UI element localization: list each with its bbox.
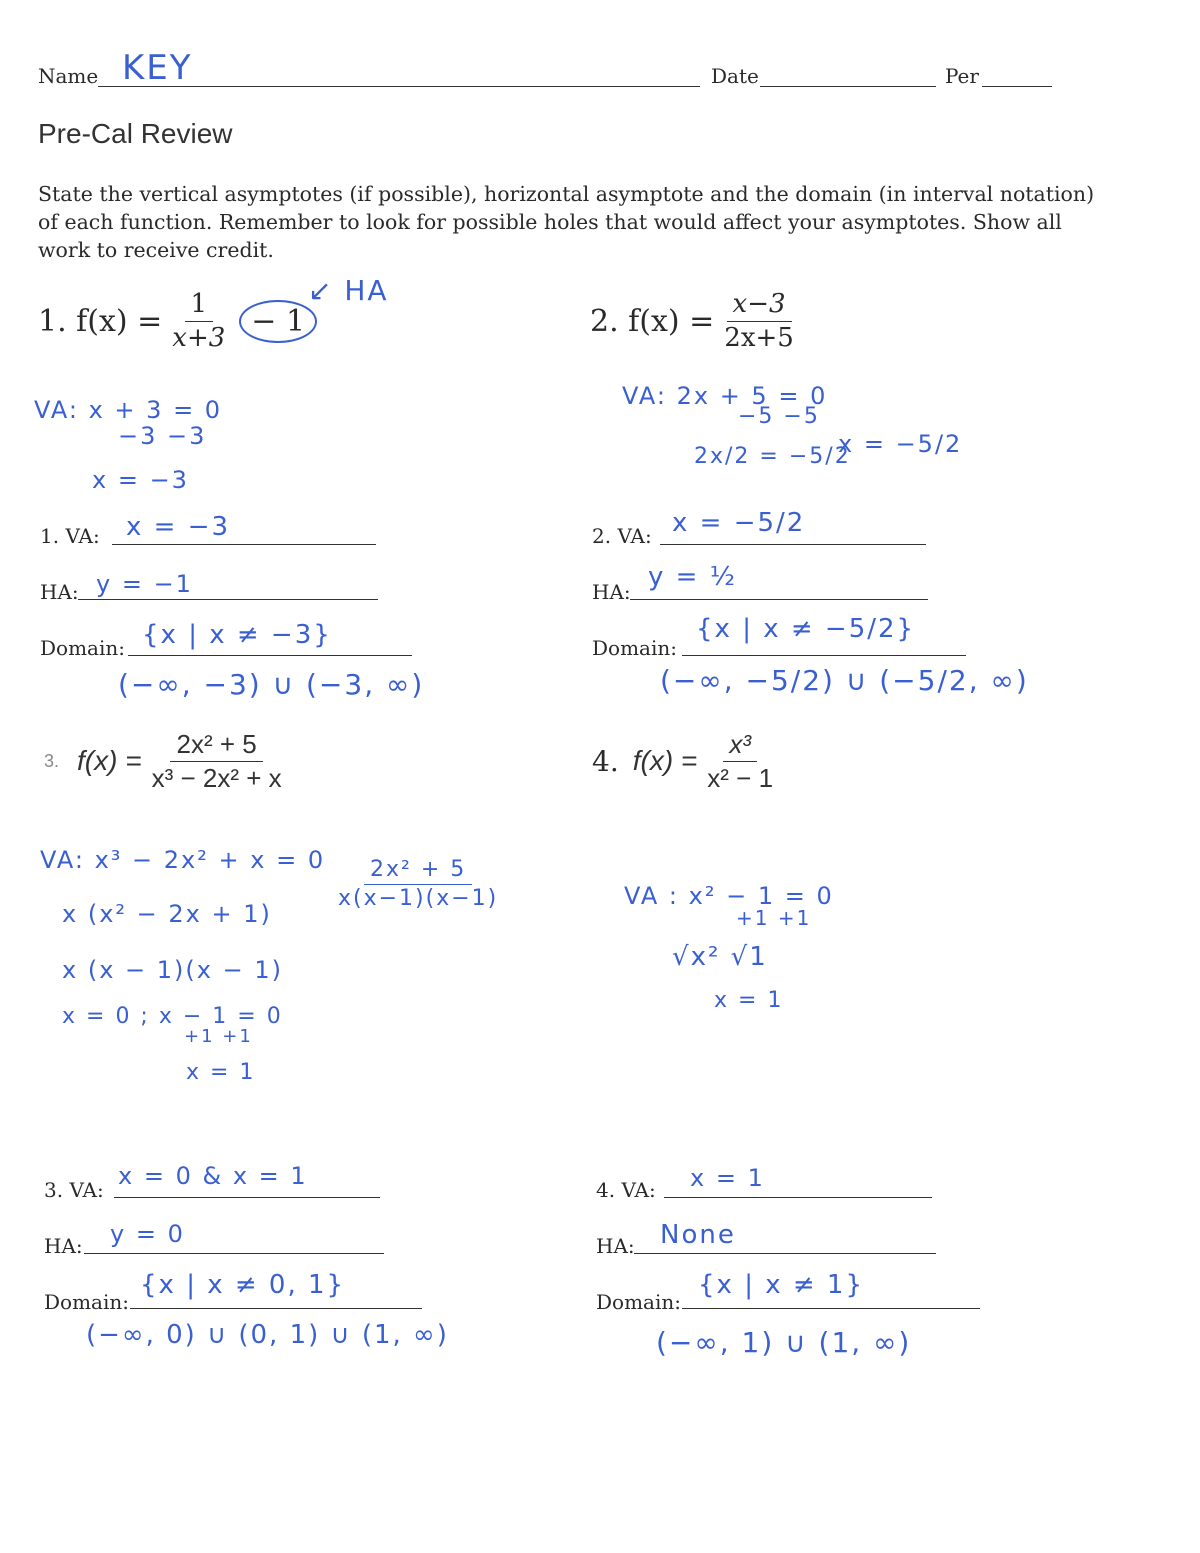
problem-4-lhs: f(x) = bbox=[632, 745, 698, 777]
problem-1-denominator: x+3 bbox=[172, 322, 226, 353]
problem-3-work-5: +1 +1 bbox=[184, 1026, 253, 1047]
problem-1-domain-label: Domain: bbox=[40, 636, 125, 660]
problem-4-ha-line bbox=[634, 1253, 936, 1254]
problem-3-factored bbox=[332, 858, 504, 911]
problem-1-ha-answer: y = −1 bbox=[96, 570, 193, 598]
problem-1-va-line bbox=[112, 544, 376, 545]
problem-2-domain-line bbox=[682, 655, 966, 656]
problem-3-numerator: 2x² + 5 bbox=[170, 730, 262, 762]
problem-3-domain-set: {x | x ≠ 0, 1} bbox=[140, 1270, 346, 1300]
problem-3-work-6: x = 1 bbox=[186, 1060, 256, 1085]
problem-1-work-2: −3 −3 bbox=[118, 422, 207, 450]
problem-1-ha-line bbox=[78, 599, 378, 600]
name-value: KEY bbox=[122, 48, 193, 88]
problem-3-factored-den: x(x−1)(x−1) bbox=[338, 886, 499, 912]
problem-3-function bbox=[44, 730, 292, 792]
problem-1-work-3: x = −3 bbox=[92, 466, 189, 494]
problem-2-function bbox=[590, 290, 804, 352]
problem-1-function bbox=[38, 290, 317, 352]
problem-3-denominator: x³ − 2x² + x bbox=[151, 762, 282, 793]
problem-4-va-label: 4. VA: bbox=[596, 1178, 656, 1202]
problem-4-va-line bbox=[664, 1197, 932, 1198]
problem-4-va-answer: x = 1 bbox=[690, 1164, 765, 1192]
problem-4-number: 4. bbox=[592, 744, 619, 778]
problem-2-ha-answer: y = ½ bbox=[648, 562, 737, 592]
problem-2-denominator: 2x+5 bbox=[724, 322, 794, 353]
problem-4-ha-label: HA: bbox=[596, 1234, 635, 1258]
problem-4-domain-interval: (−∞, 1) ∪ (1, ∞) bbox=[656, 1326, 912, 1359]
problem-2-domain-interval: (−∞, −5/2) ∪ (−5/2, ∞) bbox=[660, 664, 1029, 697]
problem-4-denominator: x² − 1 bbox=[707, 762, 774, 793]
problem-3-domain-line bbox=[130, 1308, 422, 1309]
problem-3-work-3: x (x − 1)(x − 1) bbox=[62, 956, 283, 984]
problem-4-function bbox=[592, 730, 783, 792]
problem-3-number: 3. bbox=[44, 750, 60, 771]
problem-3-ha-label: HA: bbox=[44, 1234, 83, 1258]
problem-3-va-line bbox=[114, 1197, 380, 1198]
problem-2-work-1: VA: 2x + 5 = 0 bbox=[622, 382, 828, 410]
problem-4-work-4: x = 1 bbox=[714, 988, 784, 1013]
problem-4-domain-label: Domain: bbox=[596, 1290, 681, 1314]
problem-1-ha-label: HA: bbox=[40, 580, 79, 604]
problem-1-va-answer: x = −3 bbox=[126, 512, 231, 542]
instructions: State the vertical asymptotes (if possible), horizontal asymptote and the domain (in interval notation) of each function. Remember to look for possible holes that would affect your asymptotes. Show all work to receive credit. bbox=[38, 182, 1095, 262]
problem-2-va-label: 2. VA: bbox=[592, 524, 652, 548]
problem-2-va-answer: x = −5/2 bbox=[672, 508, 806, 538]
problem-2-ha-label: HA: bbox=[592, 580, 631, 604]
per-line bbox=[982, 86, 1052, 87]
problem-1-va-label: 1. VA: bbox=[40, 524, 100, 548]
problem-3-va-answer: x = 0 & x = 1 bbox=[118, 1162, 308, 1190]
problem-3-va-label: 3. VA: bbox=[44, 1178, 104, 1202]
problem-4-work-1: VA : x² − 1 = 0 bbox=[624, 882, 834, 910]
problem-3-ha-line bbox=[84, 1253, 384, 1254]
problem-2-numerator: x−3 bbox=[727, 290, 792, 322]
problem-2-work-3: 2x/2 = −5/2 bbox=[694, 444, 851, 469]
problem-1-domain-set: {x | x ≠ −3} bbox=[142, 620, 332, 650]
per-label: Per bbox=[945, 64, 979, 88]
problem-1-work-1: VA: x + 3 = 0 bbox=[34, 396, 223, 424]
problem-4-work-2: +1 +1 bbox=[736, 906, 812, 930]
problem-4-ha-answer: None bbox=[660, 1220, 736, 1250]
name-label: Name bbox=[38, 64, 99, 88]
problem-4-numerator: x³ bbox=[723, 730, 757, 762]
problem-1-lhs: f(x) = bbox=[76, 303, 163, 339]
problem-1-extra-circled: − 1 bbox=[239, 300, 317, 343]
problem-4-domain-line bbox=[682, 1308, 980, 1309]
problem-2-work-2: −5 −5 bbox=[738, 404, 820, 429]
problem-1-numerator: 1 bbox=[185, 290, 214, 322]
problem-1-domain-line bbox=[128, 655, 412, 656]
problem-3-lhs: f(x) = bbox=[77, 745, 142, 777]
problem-1-number: 1. bbox=[38, 303, 67, 339]
problem-3-domain-interval: (−∞, 0) ∪ (0, 1) ∪ (1, ∞) bbox=[86, 1320, 449, 1350]
date-label: Date bbox=[711, 64, 759, 88]
date-line bbox=[760, 86, 936, 87]
problem-2-va-line bbox=[660, 544, 926, 545]
problem-2-ha-line bbox=[630, 599, 928, 600]
problem-3-work-1: VA: x³ − 2x² + x = 0 bbox=[40, 846, 326, 874]
problem-1-domain-interval: (−∞, −3) ∪ (−3, ∞) bbox=[118, 668, 425, 701]
problem-2-domain-label: Domain: bbox=[592, 636, 677, 660]
problem-2-number: 2. bbox=[590, 303, 619, 339]
problem-4-work-3: √x² √1 bbox=[672, 942, 768, 972]
page-title: Pre-Cal Review bbox=[38, 118, 233, 149]
problem-4-domain-set: {x | x ≠ 1} bbox=[698, 1270, 865, 1300]
problem-3-ha-answer: y = 0 bbox=[110, 1220, 185, 1248]
problem-2-lhs: f(x) = bbox=[628, 303, 715, 339]
problem-3-work-4: x = 0 ; x − 1 = 0 bbox=[62, 1004, 283, 1029]
problem-3-factored-num: 2x² + 5 bbox=[364, 858, 472, 885]
problem-3-domain-label: Domain: bbox=[44, 1290, 129, 1314]
problem-1-annotation: ↙ HA bbox=[308, 274, 389, 307]
problem-2-domain-set: {x | x ≠ −5/2} bbox=[696, 614, 916, 644]
problem-3-work-2: x (x² − 2x + 1) bbox=[62, 900, 272, 928]
problem-2-work-4: x = −5/2 bbox=[838, 430, 963, 458]
